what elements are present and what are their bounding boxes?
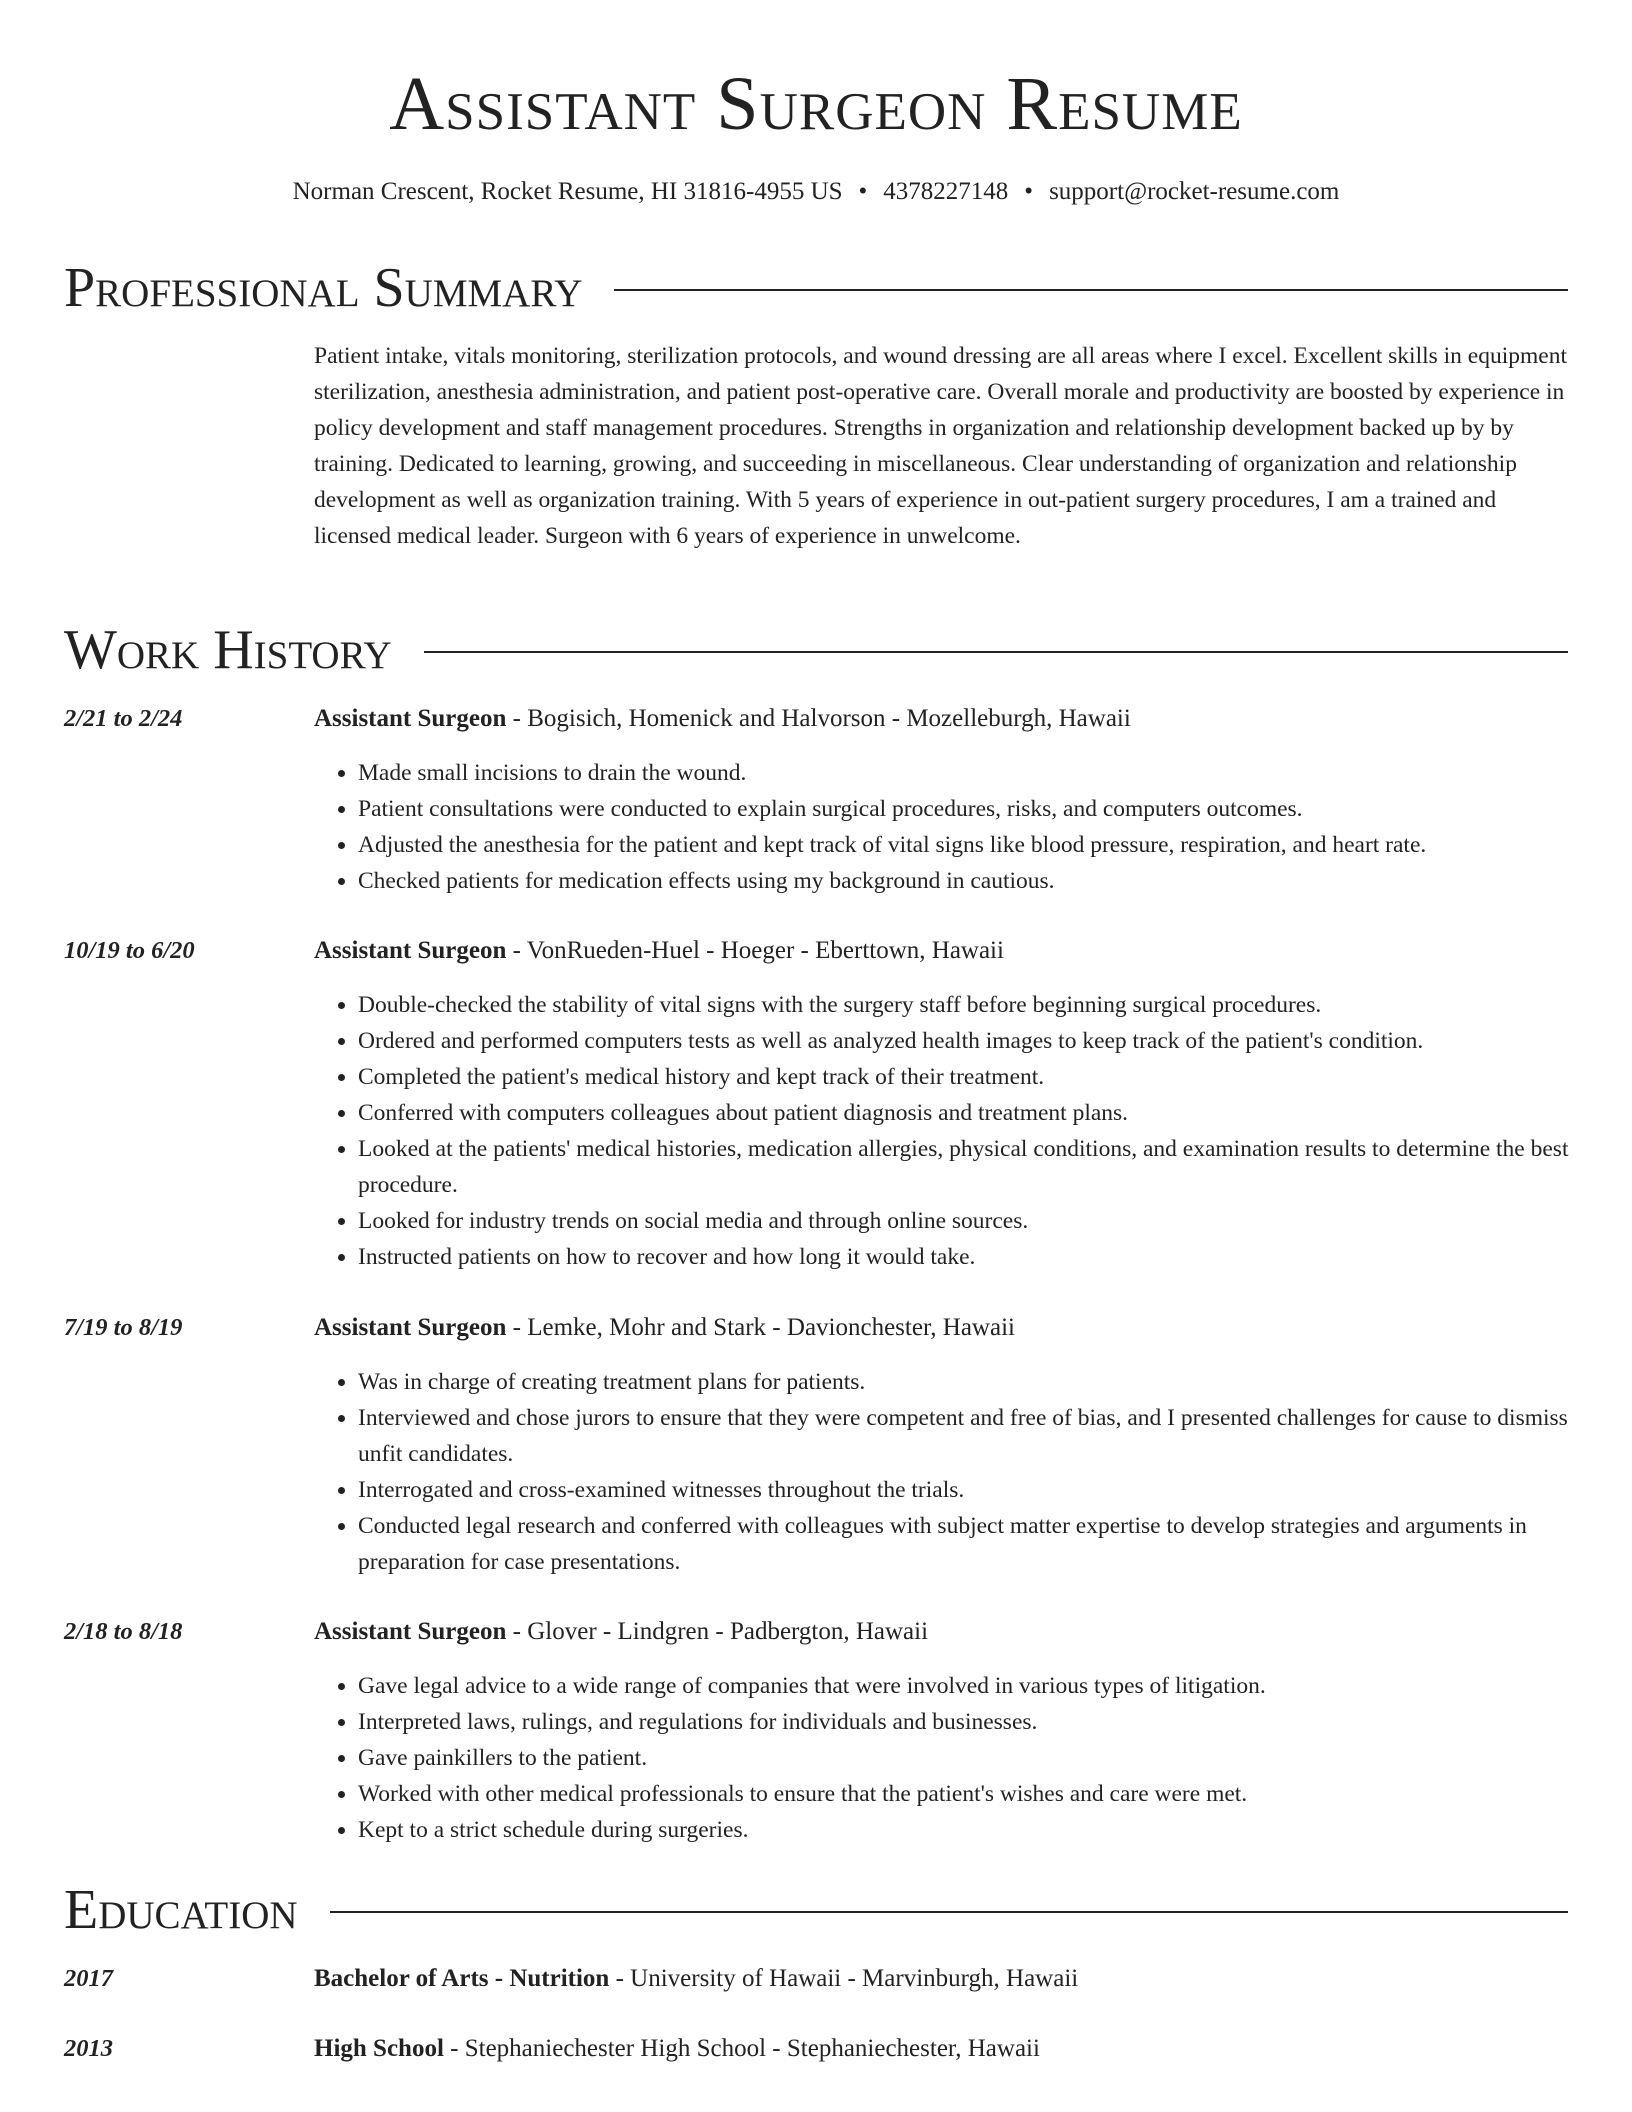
job-bullet: • Instructed patients on how to recover and how long it would take. [358, 1239, 1612, 1275]
job-bullet: • Looked for industry trends on social media and through online sources. [358, 1203, 1612, 1239]
job-role: Assistant Surgeon [314, 1618, 507, 1645]
job-bullet: • Made small incisions to drain the wound. [358, 755, 1612, 791]
job-role: Assistant Surgeon [314, 937, 507, 964]
contact-address: Norman Crescent, Rocket Resume, HI 31816-4955 US [292, 178, 843, 205]
job-heading [314, 701, 1568, 737]
job-details: - Glover - Lindgren - Padbergton, Hawaii [506, 1618, 929, 1645]
job-bullet: • Adjusted the anesthesia for the patient and kept track of vital signs like blood pressure, respiration, and heart rate. [358, 827, 1612, 863]
job-details: - VonRueden-Huel - Hoeger - Eberttown, Hawaii [506, 937, 1004, 964]
contact-line [0, 176, 1632, 208]
job-bullets [314, 1364, 1612, 1580]
section-header-summary [64, 256, 1568, 320]
section-title: Work History [64, 619, 392, 681]
job-details: - Bogisich, Homenick and Halvorson - Mozelleburgh, Hawaii [506, 705, 1131, 732]
job-bullets [314, 755, 1612, 899]
section-header-education [64, 1878, 1568, 1942]
education-heading [314, 1961, 1568, 1997]
job-bullet: • Was in charge of creating treatment plans for patients. [358, 1364, 1612, 1400]
education-year: 2013 [64, 2035, 113, 2062]
job-dates: 2/21 to 2/24 [64, 705, 183, 732]
job-bullets [314, 987, 1612, 1275]
job-heading [314, 933, 1568, 969]
job-heading [314, 1614, 1568, 1650]
job-bullet: • Double-checked the stability of vital signs with the surgery staff before beginning surgical procedures. [358, 987, 1612, 1023]
job-bullet: • Conferred with computers colleagues about patient diagnosis and treatment plans. [358, 1095, 1612, 1131]
job-bullet: • Ordered and performed computers tests as well as analyzed health images to keep track of the patient's condition. [358, 1023, 1612, 1059]
education-details: - University of Hawaii - Marvinburgh, Hawaii [609, 1965, 1079, 1992]
job-bullet: • Conducted legal research and conferred with colleagues with subject matter expertise to develop strategies and arguments in preparation for case presentations. [358, 1508, 1612, 1580]
job-bullets [314, 1668, 1612, 1848]
job-dates: 10/19 to 6/20 [64, 937, 195, 964]
job-role: Assistant Surgeon [314, 705, 507, 732]
job-bullet: • Interviewed and chose jurors to ensure that they were competent and free of bias, and I presented challenges for cause to dismiss unfit candidates. [358, 1400, 1612, 1472]
education-degree: Bachelor of Arts - Nutrition [314, 1965, 610, 1992]
job-bullet: • Kept to a strict schedule during surgeries. [358, 1812, 1612, 1848]
contact-email: support@rocket-resume.com [1049, 178, 1340, 205]
job-bullet: • Patient consultations were conducted to explain surgical procedures, risks, and computers outcomes. [358, 791, 1612, 827]
job-bullet: • Interrogated and cross-examined witnesses throughout the trials. [358, 1472, 1612, 1508]
job-bullet: • Worked with other medical professionals to ensure that the patient's wishes and care were met. [358, 1776, 1612, 1812]
job-bullet: • Checked patients for medication effects using my background in cautious. [358, 863, 1612, 899]
job-details: - Lemke, Mohr and Stark - Davionchester, Hawaii [506, 1314, 1015, 1341]
section-title: Professional Summary [64, 257, 583, 319]
job-bullet: • Looked at the patients' medical histories, medication allergies, physical conditions, and examination results to determine the best procedure. [358, 1131, 1612, 1203]
education-year: 2017 [64, 1965, 113, 1992]
contact-phone: 4378227148 [883, 178, 1009, 205]
section-header-work-history [64, 618, 1568, 682]
job-bullet: • Gave painkillers to the patient. [358, 1740, 1612, 1776]
resume-title: Assistant Surgeon Resume [389, 62, 1243, 146]
education-degree: High School [314, 2035, 444, 2062]
section-divider [424, 651, 1568, 653]
job-dates: 2/18 to 8/18 [64, 1618, 183, 1645]
contact-separator: • [858, 178, 868, 205]
job-bullet: • Gave legal advice to a wide range of companies that were involved in various types of litigation. [358, 1668, 1612, 1704]
section-title: Education [64, 1879, 298, 1941]
section-divider [330, 1911, 1568, 1913]
job-role: Assistant Surgeon [314, 1314, 507, 1341]
education-heading [314, 2031, 1568, 2067]
job-bullet: • Interpreted laws, rulings, and regulations for individuals and businesses. [358, 1704, 1612, 1740]
section-divider [614, 289, 1568, 291]
job-bullet: • Completed the patient's medical history and kept track of their treatment. [358, 1059, 1612, 1095]
job-heading [314, 1310, 1568, 1346]
contact-separator: • [1024, 178, 1034, 205]
summary-text: Patient intake, vitals monitoring, sterilization protocols, and wound dressing are all areas where I excel. Excellent skills in equipment sterilization, anesthesia administration, and patient post-operative care. Overall morale and productivity are boosted by experience in policy development and staff management procedures. Strengths in organization and relationship development backed up by by training. Dedicated to learning, growing, and succeeding in miscellaneous. Clear understanding of organization and relationship development as well as organization training. With 5 years of experience in out-patient surgery procedures, I am a trained and licensed medical leader. Surgeon with 6 years of experience in unwelcome. [314, 343, 1567, 549]
job-dates: 7/19 to 8/19 [64, 1314, 183, 1341]
education-details: - Stephaniechester High School - Stephaniechester, Hawaii [443, 2035, 1040, 2062]
